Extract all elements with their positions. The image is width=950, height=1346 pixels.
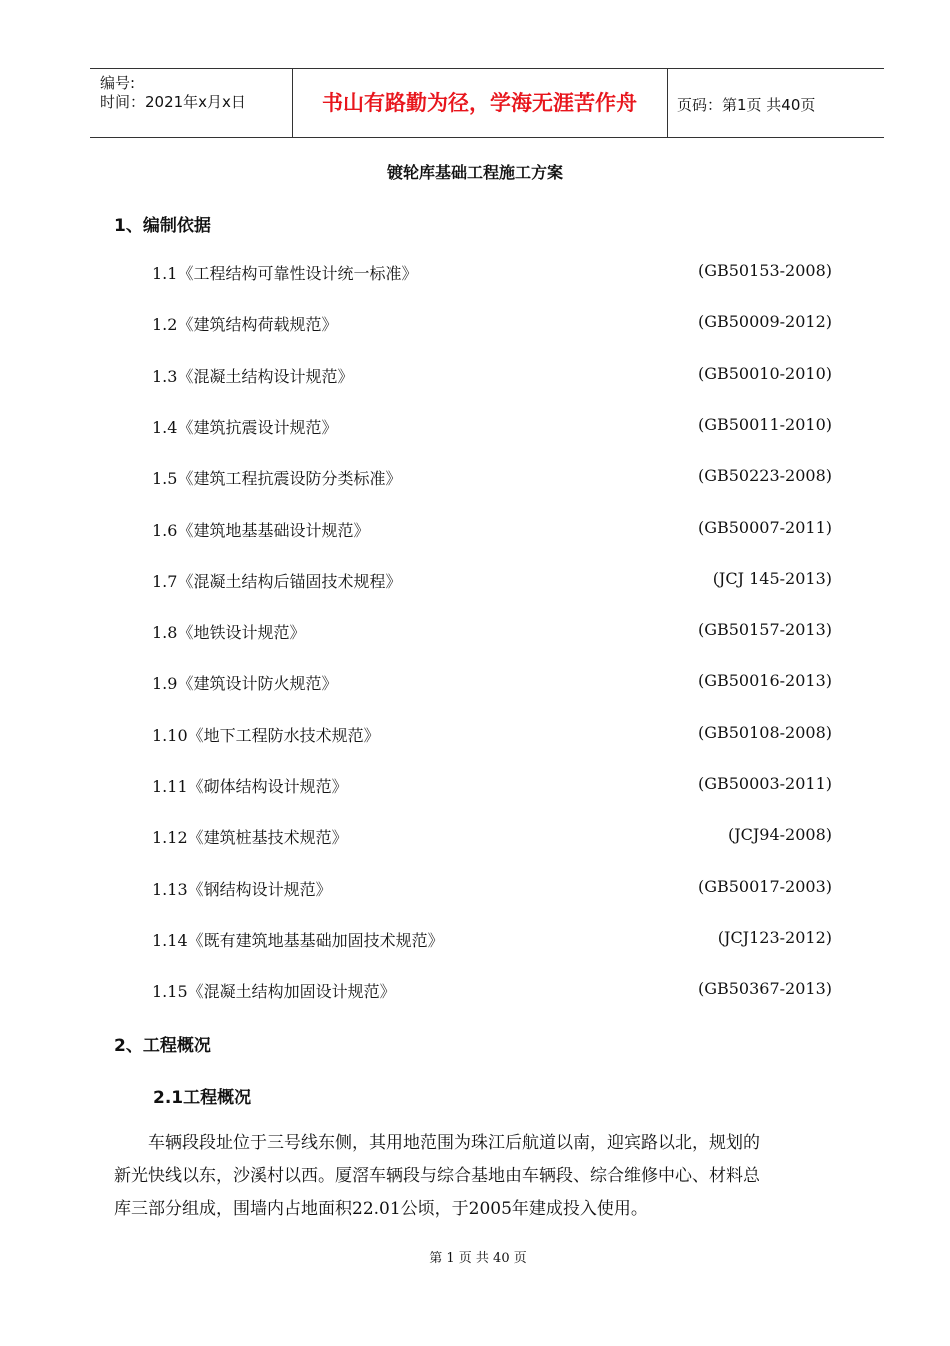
reference-title: 1.7《混凝土结构后锚固技术规程》 bbox=[152, 572, 402, 591]
document-title: 镀轮库基础工程施工方案 bbox=[386, 163, 563, 182]
reference-code: (JCJ94-2008) bbox=[727, 825, 832, 844]
reference-title: 1.13《钢结构设计规范》 bbox=[152, 880, 332, 899]
header-motto-cell bbox=[292, 69, 668, 137]
reference-item bbox=[152, 928, 832, 952]
reference-title: 1.4《建筑抗震设计规范》 bbox=[152, 418, 338, 437]
motto-text: 书山有路勤为径，学海无涯苦作舟 bbox=[322, 91, 637, 115]
number-label: 编号: bbox=[100, 74, 136, 92]
reference-item bbox=[152, 466, 832, 490]
paragraph-line: 车辆段段址位于三号线东侧，其用地范围为珠江后航道以南，迎宾路以北，规划的 bbox=[114, 1133, 760, 1153]
reference-title: 1.3《混凝土结构设计规范》 bbox=[152, 367, 354, 386]
reference-code: (GB50223-2008) bbox=[697, 466, 832, 485]
time-label: 时间：2021年x月x日 bbox=[100, 93, 246, 111]
reference-title: 1.1《工程结构可靠性设计统一标准》 bbox=[152, 264, 418, 283]
reference-item bbox=[152, 569, 832, 593]
reference-item bbox=[152, 364, 832, 388]
reference-item bbox=[152, 261, 832, 285]
page-number-label: 页码：第1页 共40页 bbox=[677, 96, 816, 114]
reference-code: (GB50367-2013) bbox=[697, 979, 832, 998]
paragraph-line: 库三部分组成，围墙内占地面积22.01公顷，于2005年建成投入使用。 bbox=[114, 1199, 648, 1219]
reference-item bbox=[152, 518, 832, 542]
reference-item bbox=[152, 723, 832, 747]
reference-item bbox=[152, 877, 832, 901]
reference-item bbox=[152, 825, 832, 849]
reference-code: (GB50153-2008) bbox=[697, 261, 832, 280]
reference-code: (GB50016-2013) bbox=[697, 671, 832, 690]
reference-code: (GB50157-2013) bbox=[697, 620, 832, 639]
reference-title: 1.10《地下工程防水技术规范》 bbox=[152, 726, 380, 745]
reference-title: 1.15《混凝土结构加固设计规范》 bbox=[152, 982, 396, 1001]
reference-item bbox=[152, 774, 832, 798]
reference-title: 1.8《地铁设计规范》 bbox=[152, 623, 306, 642]
reference-code: (GB50007-2011) bbox=[697, 518, 832, 537]
subsection-heading: 2.1工程概况 bbox=[153, 1088, 252, 1108]
reference-code: (GB50010-2010) bbox=[697, 364, 832, 383]
reference-code: (GB50108-2008) bbox=[697, 723, 832, 742]
reference-code: (GB50017-2003) bbox=[697, 877, 832, 896]
reference-title: 1.5《建筑工程抗震设防分类标准》 bbox=[152, 469, 402, 488]
header-page-cell bbox=[668, 69, 884, 137]
reference-code: (GB50009-2012) bbox=[697, 312, 832, 331]
reference-title: 1.2《建筑结构荷载规范》 bbox=[152, 315, 338, 334]
reference-item bbox=[152, 312, 832, 336]
reference-item bbox=[152, 671, 832, 695]
reference-code: (JCJ123-2012) bbox=[717, 928, 832, 947]
reference-title: 1.9《建筑设计防火规范》 bbox=[152, 674, 338, 693]
overview-paragraph bbox=[114, 1127, 859, 1226]
page-header bbox=[90, 68, 884, 138]
reference-item bbox=[152, 979, 832, 1003]
reference-title: 1.14《既有建筑地基基础加固技术规范》 bbox=[152, 931, 444, 950]
reference-title: 1.11《砌体结构设计规范》 bbox=[152, 777, 348, 796]
section-heading: 2、工程概况 bbox=[114, 1036, 211, 1056]
reference-title: 1.6《建筑地基基础设计规范》 bbox=[152, 521, 370, 540]
reference-code: (GB50003-2011) bbox=[697, 774, 832, 793]
reference-title: 1.12《建筑桩基技术规范》 bbox=[152, 828, 348, 847]
section-heading: 1、编制依据 bbox=[114, 216, 211, 236]
reference-code: (JCJ 145-2013) bbox=[712, 569, 832, 588]
reference-item bbox=[152, 415, 832, 439]
reference-item bbox=[152, 620, 832, 644]
page-footer: 第 1 页 共 40 页 bbox=[429, 1251, 527, 1266]
header-meta bbox=[90, 69, 293, 137]
paragraph-line: 新光快线以东，沙溪村以西。厦滘车辆段与综合基地由车辆段、综合维修中心、材料总 bbox=[114, 1166, 760, 1186]
reference-code: (GB50011-2010) bbox=[697, 415, 832, 434]
